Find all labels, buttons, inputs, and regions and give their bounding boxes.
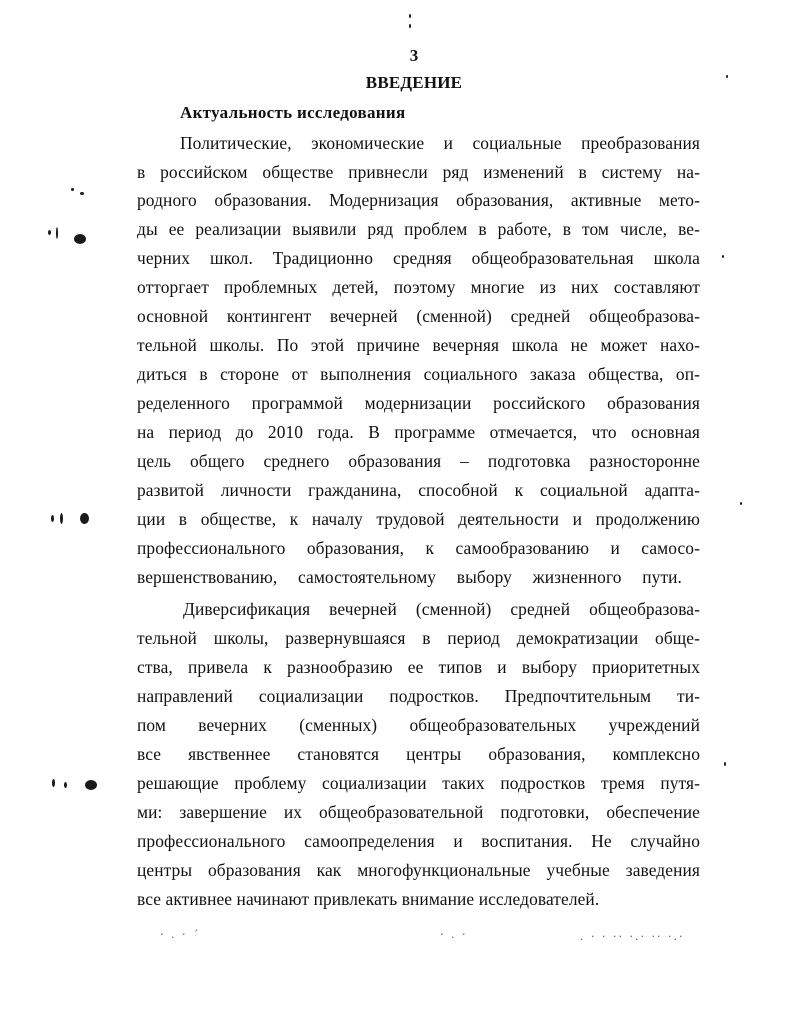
- text-line: профессионального самоопределения и воспитания. Не случайно: [137, 831, 700, 851]
- text-line: вершенствованию, самостоятельному выбору жизненного пути.: [137, 567, 682, 587]
- text-line: решающие проблему социализации таких подростков тремя путя-: [137, 773, 700, 793]
- subsection-heading: Актуальность исследования: [180, 103, 406, 122]
- text-line: центры образования как многофункциональные учебные заведения: [137, 860, 700, 880]
- text-line: тельной школы, развернувшаяся в период демократизации обще-: [137, 628, 700, 648]
- text-line: тельной школы. По этой причине вечерняя школа не может нахо-: [137, 335, 700, 355]
- scan-noise: · . ·: [440, 928, 468, 941]
- scan-speck: [64, 782, 67, 788]
- scan-speck: [52, 779, 55, 787]
- text-line: пом вечерних (сменных) общеобразовательных учреждений: [137, 715, 700, 735]
- scan-speck: [409, 24, 411, 28]
- scan-speck: [724, 762, 726, 766]
- text-line: развитой личности гражданина, способной к социальной адапта-: [137, 480, 700, 500]
- scan-speck: [80, 192, 84, 195]
- scan-noise: · . · ´: [160, 928, 201, 941]
- text-line: основной контингент вечерней (сменной) средней общеобразова-: [137, 306, 700, 326]
- text-line: ды ее реализации выявили ряд проблем в работе, в том числе, ве-: [137, 219, 700, 239]
- scan-speck: [56, 227, 58, 239]
- section-heading: ВВЕДЕНИЕ: [365, 73, 463, 92]
- scan-speck: [740, 502, 742, 505]
- page-number: 3: [409, 46, 419, 65]
- scan-speck: [80, 513, 89, 524]
- scan-speck: [722, 255, 724, 258]
- text-line: ции в обществе, к началу трудовой деятельности и продолжению: [137, 509, 700, 529]
- text-line: черних школ. Традиционно средняя общеобразовательная школа: [137, 248, 700, 268]
- scan-speck: [48, 230, 51, 235]
- scan-noise: . · · ·· ·.· ·· ·.·: [580, 930, 685, 943]
- scan-speck: [74, 234, 86, 244]
- text-line: цель общего среднего образования – подготовка разносторонне: [137, 451, 700, 471]
- scan-speck: [85, 780, 97, 790]
- text-line: ства, привела к разнообразию ее типов и выбору приоритетных: [137, 657, 700, 677]
- text-line: на период до 2010 года. В программе отмечается, что основная: [137, 422, 700, 442]
- text-line: отторгает проблемных детей, поэтому многие из них составляют: [137, 277, 700, 297]
- text-line: ми: завершение их общеобразовательной подготовки, обеспечение: [137, 802, 700, 822]
- text-line: ределенного программой модернизации российского образования: [137, 393, 700, 413]
- text-line: все активнее начинают привлекать внимание исследователей.: [137, 889, 600, 909]
- scan-speck: [60, 513, 63, 524]
- scan-speck: [726, 75, 728, 78]
- text-line: все явственнее становятся центры образования, комплексно: [137, 744, 700, 764]
- scan-speck: [71, 188, 74, 191]
- text-line: направлений социализации подростков. Предпочтительным ти-: [137, 686, 700, 706]
- text-line: диться в стороне от выполнения социального заказа общества, оп-: [137, 364, 700, 384]
- scan-speck: [51, 515, 54, 522]
- text-line: в российском обществе привнесли ряд изменений в систему на-: [137, 162, 700, 182]
- text-line: профессионального образования, к самообразованию и самосо-: [137, 538, 700, 558]
- text-line: Политические, экономические и социальные преобразования: [180, 133, 700, 153]
- scan-speck: [409, 14, 411, 18]
- text-line: Диверсификация вечерней (сменной) средней общеобразова-: [183, 599, 700, 619]
- text-line: родного образования. Модернизация образования, активные мето-: [137, 190, 700, 210]
